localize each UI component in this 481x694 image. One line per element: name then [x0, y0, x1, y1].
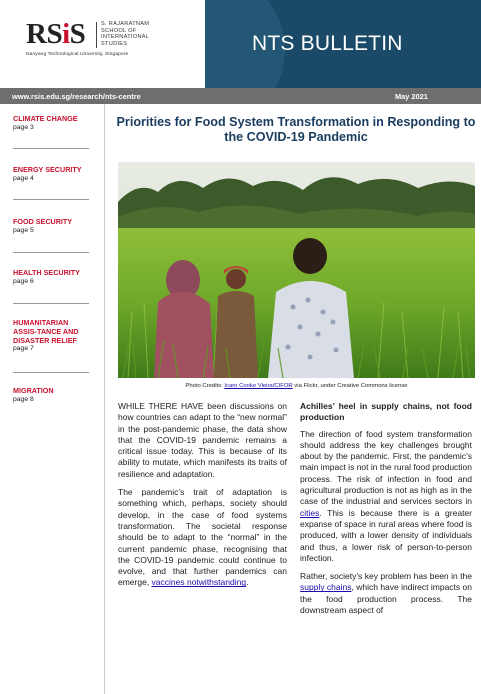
toc-topic: HUMANITARIAN ASSIS-TANCE AND DISASTER RELIEF — [13, 318, 79, 345]
paragraph-end: . — [246, 577, 249, 588]
table-of-contents — [0, 104, 104, 694]
toc-topic: FOOD SECURITY — [13, 217, 73, 226]
toc-page: page 5 — [13, 226, 34, 234]
logo-university-name: Nanyang Technological University, Singapore — [26, 52, 129, 57]
paragraph-text: Rather, society’s key problem has been in the — [300, 571, 472, 582]
toc-item-humanitarian[interactable] — [13, 319, 89, 354]
caption-prefix: Photo Credits: — [185, 383, 225, 389]
paragraph — [300, 571, 472, 616]
toc-divider — [13, 372, 89, 373]
toc-page: page 6 — [13, 277, 34, 285]
toc-topic: HEALTH SECURITY — [13, 268, 80, 277]
section-heading: Achilles’ heel in supply chains, not food production — [300, 401, 472, 423]
website-url[interactable]: www.rsis.edu.sg/research/nts-centre — [12, 92, 141, 101]
caption-suffix: via Flickr, under Creative Commons license — [292, 383, 408, 389]
paragraph-text: , which have indirect impacts on the food production process. The downstream aspect of — [300, 582, 472, 616]
cities-link[interactable]: cities — [300, 507, 320, 518]
title-banner — [205, 0, 481, 88]
toc-page: page 3 — [13, 123, 34, 131]
issue-date: May 2021 — [395, 92, 428, 101]
toc-topic: MIGRATION — [13, 386, 54, 395]
toc-item-migration[interactable] — [13, 387, 89, 404]
bulletin-header — [0, 0, 481, 88]
article-title: Priorities for Food System Transformation in Responding to the COVID-19 Pandemic — [116, 115, 476, 144]
paragraph-text: . This is because there is a greater expanse of space in rural areas where food is produced, with a lower density of individuals and thus, a lower risk of person-to-person infection. — [300, 507, 472, 563]
toc-page: page 8 — [13, 395, 34, 403]
toc-item-health[interactable] — [13, 269, 89, 286]
toc-divider — [13, 199, 89, 200]
paragraph — [118, 487, 287, 589]
toc-page: page 4 — [13, 174, 34, 182]
toc-divider — [13, 148, 89, 149]
toc-item-climate[interactable] — [13, 115, 89, 132]
toc-item-energy[interactable] — [13, 166, 89, 183]
rice-field-photo — [118, 162, 475, 378]
toc-divider — [13, 303, 89, 304]
caption-credit-link[interactable]: Icaro Cooke Vieira/CIFOR — [224, 383, 293, 389]
photo-caption — [118, 383, 475, 389]
toc-topic: CLIMATE CHANGE — [13, 114, 78, 123]
toc-topic: ENERGY SECURITY — [13, 165, 82, 174]
article-column-left — [118, 401, 287, 596]
article-column-right — [300, 401, 472, 623]
paragraph — [300, 429, 472, 565]
url-bar — [0, 88, 481, 104]
logo-divider — [96, 22, 97, 48]
sidebar-divider — [104, 104, 105, 694]
paragraph: WHILE THERE HAVE been discussions on how countries can adapt to the “new normal” in the post-pandemic phase, the data show that the COVID-19 pandemic remains a critical issue today. This is because of its ability to mutate, which manifests its traits of resilience and adaptation. — [118, 401, 287, 479]
toc-page: page 7 — [13, 345, 34, 353]
supply-chains-link[interactable]: supply chains — [300, 582, 352, 593]
logo-school-name: S. RAJARATNAM SCHOOL OF INTERNATIONAL STUDIES — [101, 21, 150, 47]
bulletin-title: NTS BULLETIN — [252, 32, 403, 55]
rsis-logo[interactable] — [0, 0, 205, 88]
toc-divider — [13, 252, 89, 253]
logo-wordmark: RSiS — [26, 18, 86, 50]
vaccines-link[interactable]: vaccines notwithstanding — [151, 577, 247, 588]
paragraph-text: The pandemic’s trait of adaptation is something which, perhaps, society should develop, in the case of food systems transformation. The societal response should be to adapt to the “normal” in the current pandemic phase, recognising that the COVID-19 pandemic could continue to evolve, and that further pandemics can emerge, — [118, 487, 287, 588]
toc-item-food[interactable] — [13, 218, 89, 235]
paragraph-text: The direction of food system transformation should address the key challenges brought about by the pandemic. First, the pandemic’s main impact is not in the rural food production process. The risk of infection in food and agricultural production is not as high as in the case of the industrial and services sectors in — [300, 428, 472, 507]
